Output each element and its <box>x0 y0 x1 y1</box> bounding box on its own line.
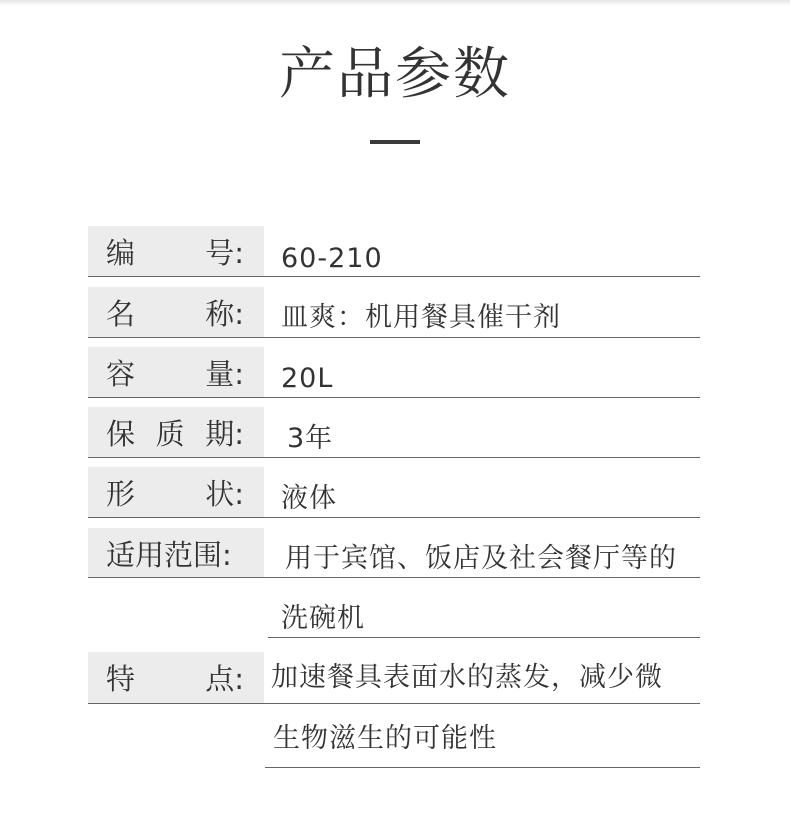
label-char: 编 <box>106 235 136 270</box>
label-char: 容 <box>106 356 136 391</box>
row-divider <box>265 767 700 768</box>
label-char: 点: <box>205 662 244 696</box>
value-feature-line-1: 加速餐具表面水的蒸发，减少微 <box>271 662 663 693</box>
label-cell-feature <box>88 652 264 703</box>
title-underline <box>370 140 420 144</box>
label-cell-capacity <box>88 347 264 397</box>
top-strip <box>0 0 790 6</box>
label-char: 形 <box>106 476 136 511</box>
label-feature <box>106 652 244 703</box>
value-scope-line-2: 洗碗机 <box>281 603 365 634</box>
row-divider <box>88 703 700 704</box>
value-feature-line-2: 生物滋生的可能性 <box>273 723 497 754</box>
label-char: 质 <box>155 416 185 451</box>
label-cell-shelf-life <box>88 407 264 457</box>
label-cell-number <box>88 226 264 276</box>
value-scope-line-1: 用于宾馆、饭店及社会餐厅等的 <box>285 543 677 574</box>
label-char: 号: <box>205 235 244 270</box>
label-number <box>106 226 244 276</box>
label-char: 特 <box>106 662 136 696</box>
label-char: 称: <box>205 296 244 331</box>
row-divider <box>88 577 700 578</box>
label-cell-form <box>88 467 264 517</box>
label-char: 量: <box>205 356 244 391</box>
page-title: 产品参数 <box>279 42 511 107</box>
row-divider <box>88 457 700 458</box>
label-char: 状: <box>205 476 244 511</box>
value-capacity: 20L <box>281 363 334 394</box>
label-name <box>106 287 244 337</box>
label-char: 名 <box>106 296 136 331</box>
label-cell-scope <box>88 528 264 578</box>
row-divider <box>88 276 700 277</box>
value-shelf-life: 3年 <box>287 423 334 454</box>
row-divider <box>268 637 700 638</box>
value-form: 液体 <box>281 483 337 514</box>
label-char: 保 <box>106 416 136 451</box>
row-divider <box>88 337 700 338</box>
row-divider <box>88 397 700 398</box>
value-name: 皿爽：机用餐具催干剂 <box>281 302 561 333</box>
label-cell-name <box>88 287 264 337</box>
label-form <box>106 467 244 517</box>
label-capacity <box>106 347 244 397</box>
label-scope: 适用范围: <box>106 537 232 572</box>
value-number: 60-210 <box>281 243 383 274</box>
row-divider <box>88 517 700 518</box>
label-char: 期: <box>205 416 244 451</box>
label-shelf-life <box>106 407 244 457</box>
